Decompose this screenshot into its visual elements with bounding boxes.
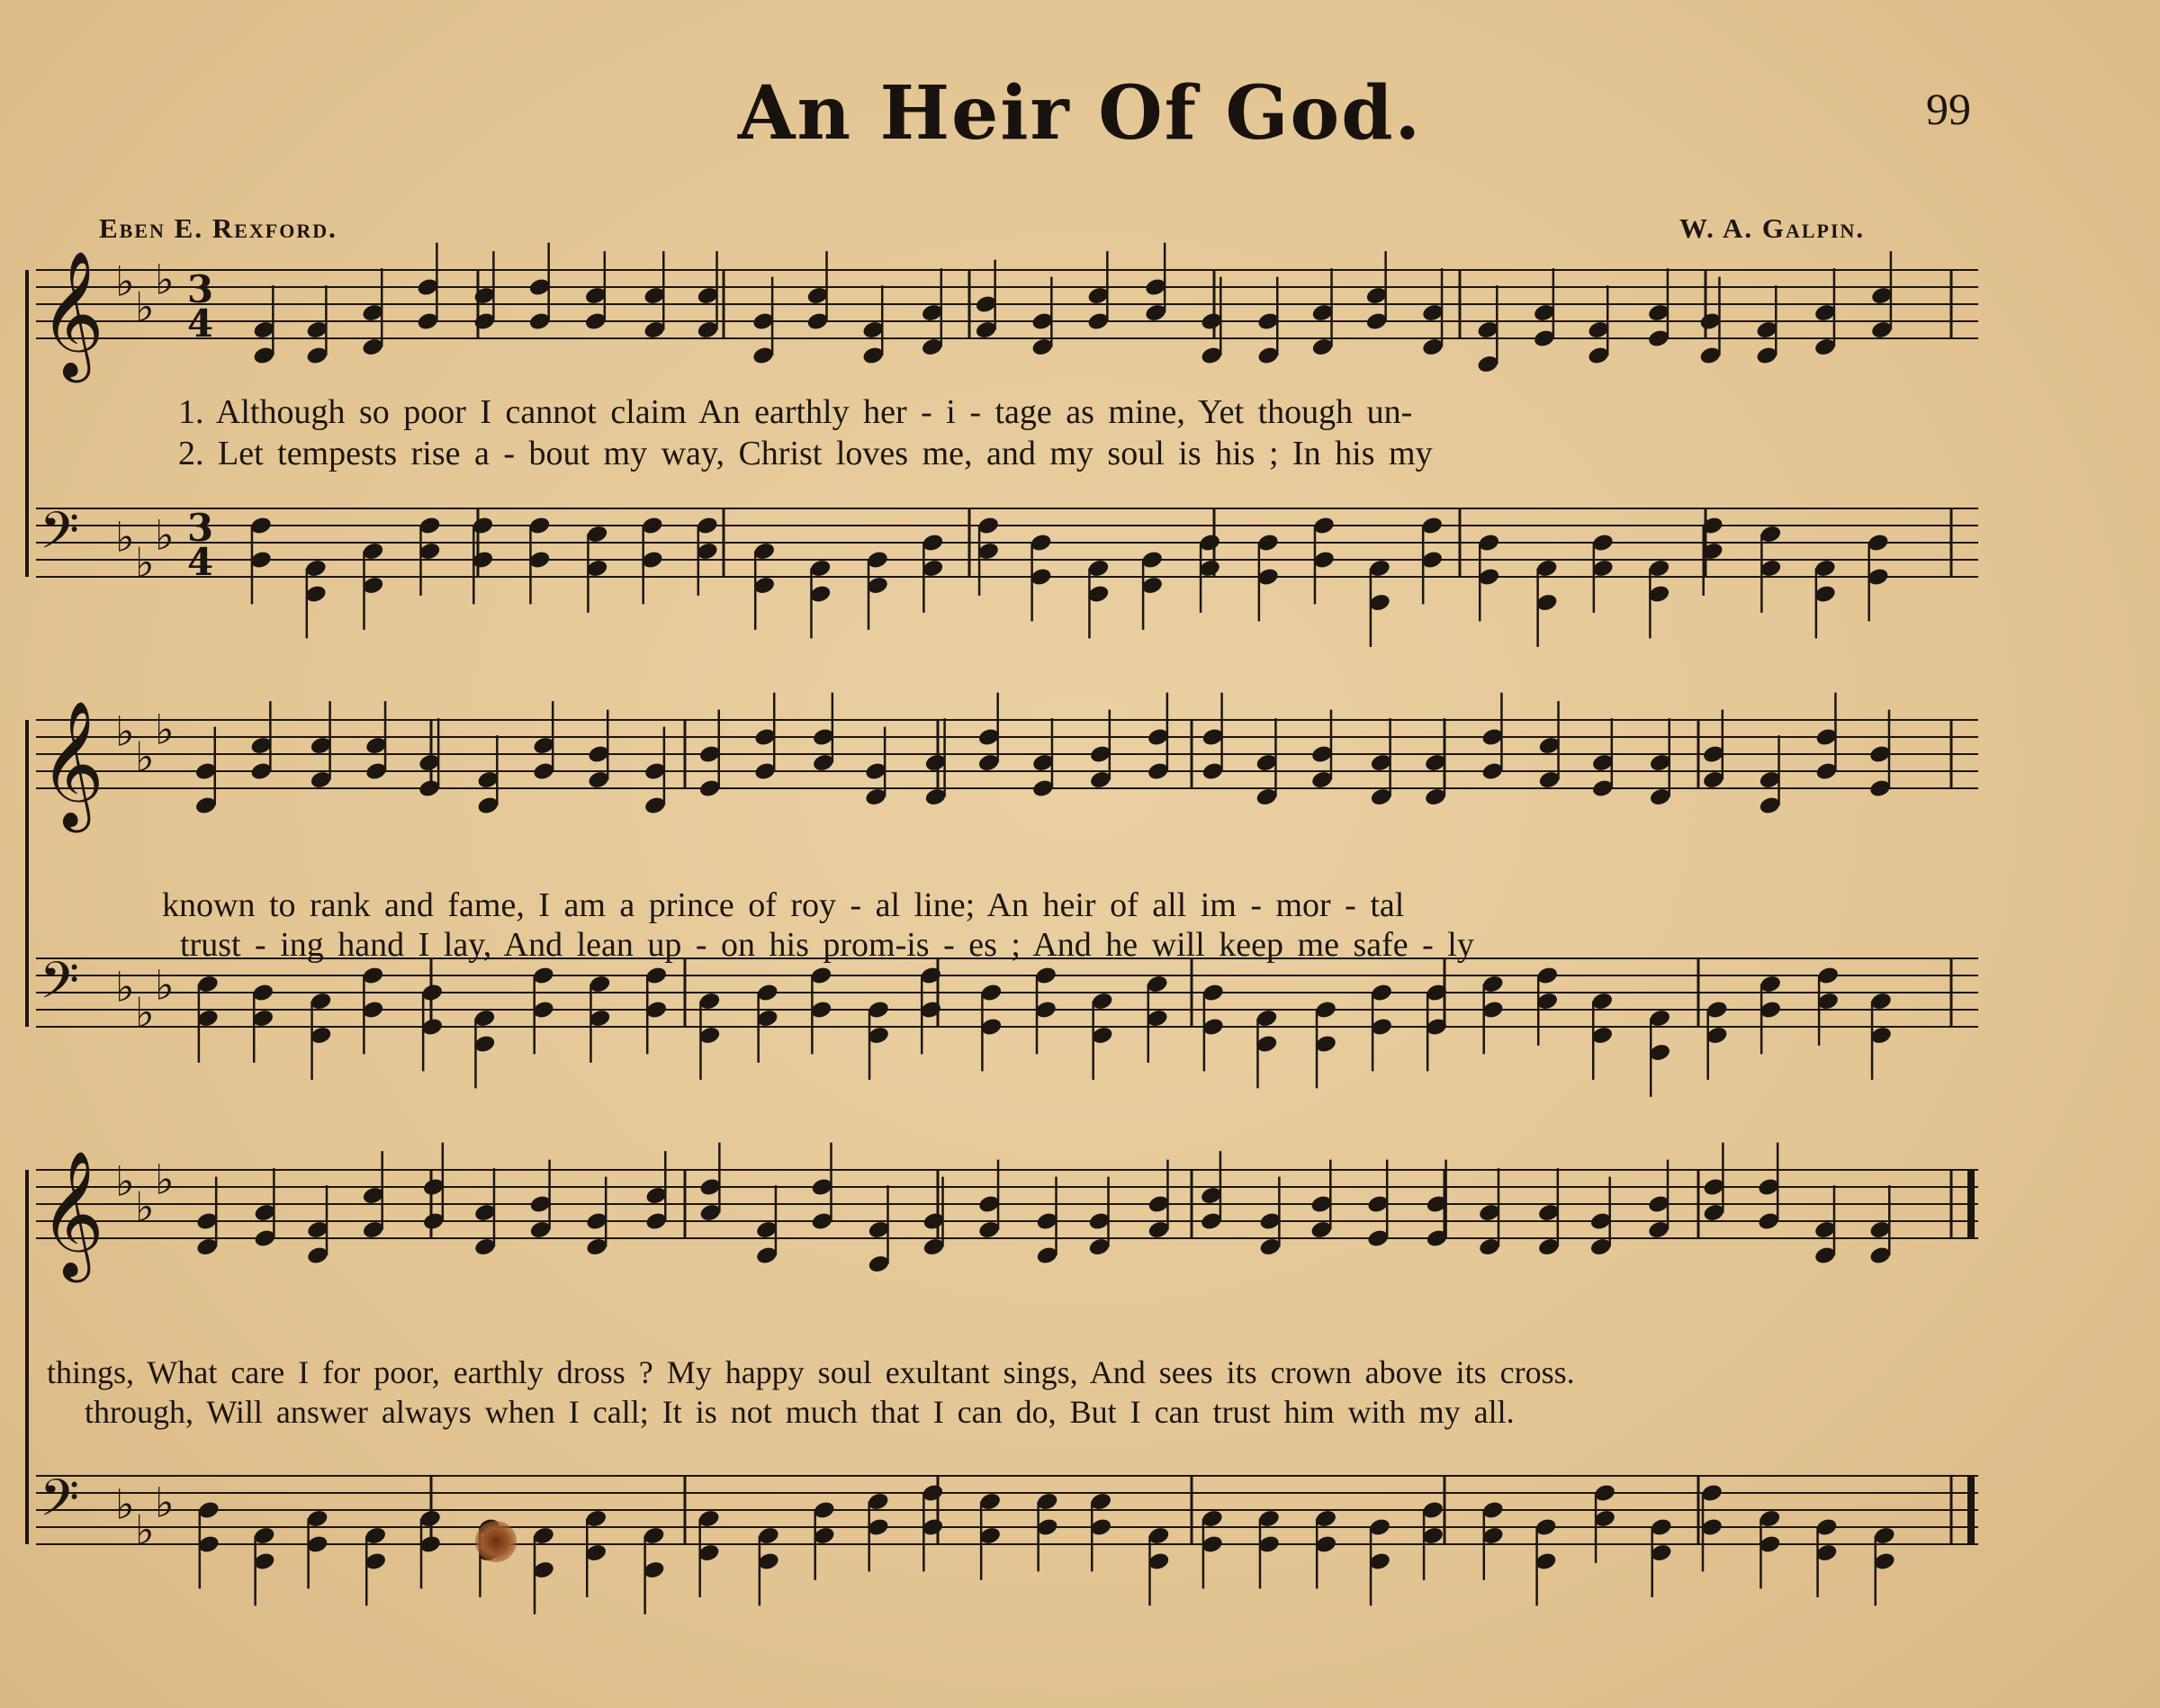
lyric-line-system3-verse1: things, What care I for poor, earthly dross ? My happy soul exultant sings, And sees its crown above its cross. <box>47 1354 1575 1390</box>
bass-clef-icon: 𝄢 <box>40 1470 79 1541</box>
lyric-line-system2-verse2: trust - ing hand I lay, And lean up - on his prom-is - es ; And he will keep me safe - ly <box>180 926 1474 964</box>
flat-icon: ♭ <box>155 961 175 1010</box>
lyric-line-system2-verse1: known to rank and fame, I am a prince of roy - al line; An heir of all im - mor - tal <box>162 886 1405 924</box>
flat-icon: ♭ <box>155 706 175 754</box>
bass-staff <box>36 958 1978 1027</box>
bass-staff <box>36 508 1978 577</box>
flat-icon: ♭ <box>155 1479 175 1527</box>
bass-staff <box>36 1476 1978 1544</box>
lyric-line-system1-verse1: 1. Although so poor I cannot claim An earthly her - i - tage as mine, Yet though un- <box>178 393 1413 431</box>
flat-icon: ♭ <box>115 513 135 562</box>
lyric-line-system3-verse2: through, Will answer always when I call; It is not much that I can do, But I can trust him with my all. <box>85 1394 1515 1430</box>
flat-icon: ♭ <box>135 539 155 587</box>
flat-icon: ♭ <box>155 256 175 304</box>
flat-icon: ♭ <box>135 1183 155 1231</box>
flat-icon: ♭ <box>115 1480 135 1529</box>
flat-icon: ♭ <box>115 963 135 1011</box>
flat-icon: ♭ <box>115 707 135 756</box>
composer-credit: W. A. Galpin. <box>1679 212 1866 244</box>
treble-clef-icon: 𝄞 <box>40 699 104 827</box>
time-signature-top: 3 <box>187 267 214 311</box>
hymn-title: An Heir Of God. <box>737 70 1423 157</box>
paper-stain <box>475 1521 517 1562</box>
flat-icon: ♭ <box>135 1506 155 1554</box>
flat-icon: ♭ <box>135 733 155 781</box>
treble-clef-icon: 𝄞 <box>40 1149 104 1277</box>
treble-staff <box>36 270 1978 338</box>
lyric-line-system1-verse2: 2. Let tempests rise a - bout my way, Christ loves me, and my soul is his ; In his my <box>178 435 1433 472</box>
time-signature-bottom: 4 <box>187 540 214 584</box>
time-signature-bottom: 4 <box>187 301 214 346</box>
bass-clef-icon: 𝄢 <box>40 502 79 573</box>
bass-clef-icon: 𝄢 <box>40 952 79 1023</box>
flat-icon: ♭ <box>135 283 155 331</box>
time-signature-top: 3 <box>187 506 214 550</box>
flat-icon: ♭ <box>135 989 155 1037</box>
flat-icon: ♭ <box>115 257 135 306</box>
flat-icon: ♭ <box>155 511 175 560</box>
flat-icon: ♭ <box>115 1157 135 1206</box>
page-number: 99 <box>1926 84 1971 134</box>
flat-icon: ♭ <box>155 1155 175 1204</box>
lyricist-credit: Eben E. Rexford. <box>99 212 338 244</box>
treble-clef-icon: 𝄞 <box>40 249 104 377</box>
